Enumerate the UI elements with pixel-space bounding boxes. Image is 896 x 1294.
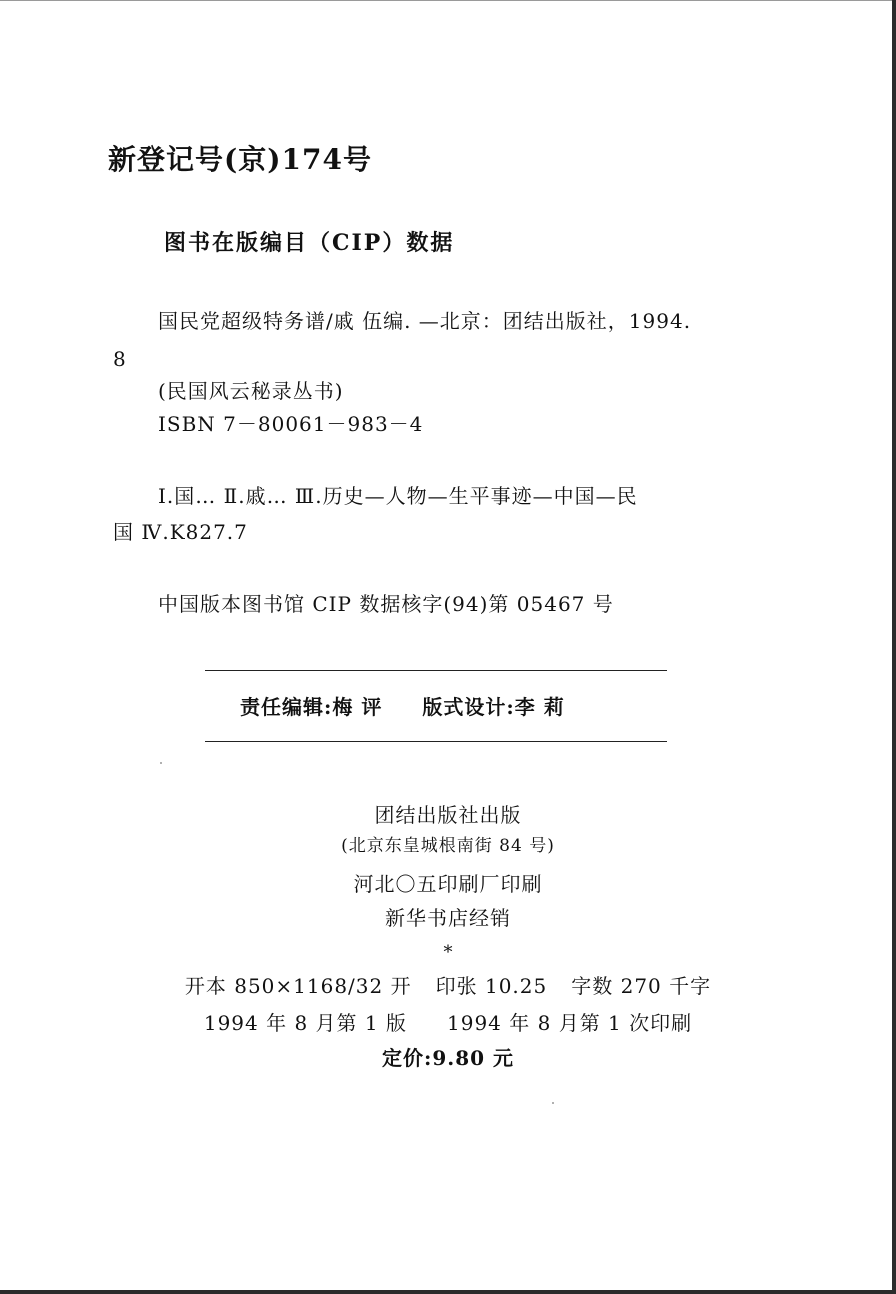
page-top-edge — [0, 0, 896, 1]
publisher-address: (北京东皇城根南街 84 号) — [341, 836, 555, 856]
book-specs — [0, 976, 896, 996]
distributor: 新华书店经销 — [385, 906, 511, 930]
separator-star: * — [443, 942, 453, 963]
printing: 1994 年 8 月第 1 次印刷 — [447, 1011, 693, 1035]
cip-approval-number: 中国版本图书馆 CIP 数据核字(94)第 05467 号 — [158, 592, 614, 616]
editors-line — [240, 697, 565, 717]
word-count: 字数 270 千字 — [571, 974, 712, 998]
cip-heading: 图书在版编目（CIP）数据 — [164, 230, 455, 256]
scan-speck — [160, 762, 162, 764]
cip-title-line-continued: 8 — [113, 347, 127, 371]
cip-subjects-continued: 国 Ⅳ.K827.7 — [113, 520, 248, 544]
scan-speck — [552, 1102, 554, 1104]
cip-isbn: ISBN 7－80061－983－4 — [158, 412, 424, 436]
book-format: 开本 850×1168/32 开 — [184, 974, 412, 998]
printer: 河北〇五印刷厂印刷 — [353, 872, 543, 896]
responsible-editor: 责任编辑:梅 评 — [240, 695, 383, 719]
page-right-edge — [892, 0, 896, 1294]
page-bottom-edge — [0, 1290, 896, 1294]
publisher: 团结出版社出版 — [374, 803, 522, 827]
divider-bottom — [205, 741, 667, 742]
price: 定价:9.80 元 — [381, 1046, 515, 1070]
divider-top — [205, 670, 667, 671]
layout-designer: 版式设计:李 莉 — [422, 695, 565, 719]
cip-series: (民国风云秘录丛书) — [158, 379, 344, 403]
edition-info — [0, 1013, 896, 1033]
cip-title-line: 国民党超级特务谱/戚 伍编. —北京：团结出版社，1994. — [158, 309, 692, 333]
cip-subjects: Ⅰ.国… Ⅱ.戚… Ⅲ.历史—人物—生平事迹—中国—民 — [158, 484, 638, 508]
registration-number: 新登记号(京)174号 — [108, 143, 372, 176]
printed-sheets: 印张 10.25 — [435, 974, 548, 998]
edition: 1994 年 8 月第 1 版 — [203, 1011, 407, 1035]
